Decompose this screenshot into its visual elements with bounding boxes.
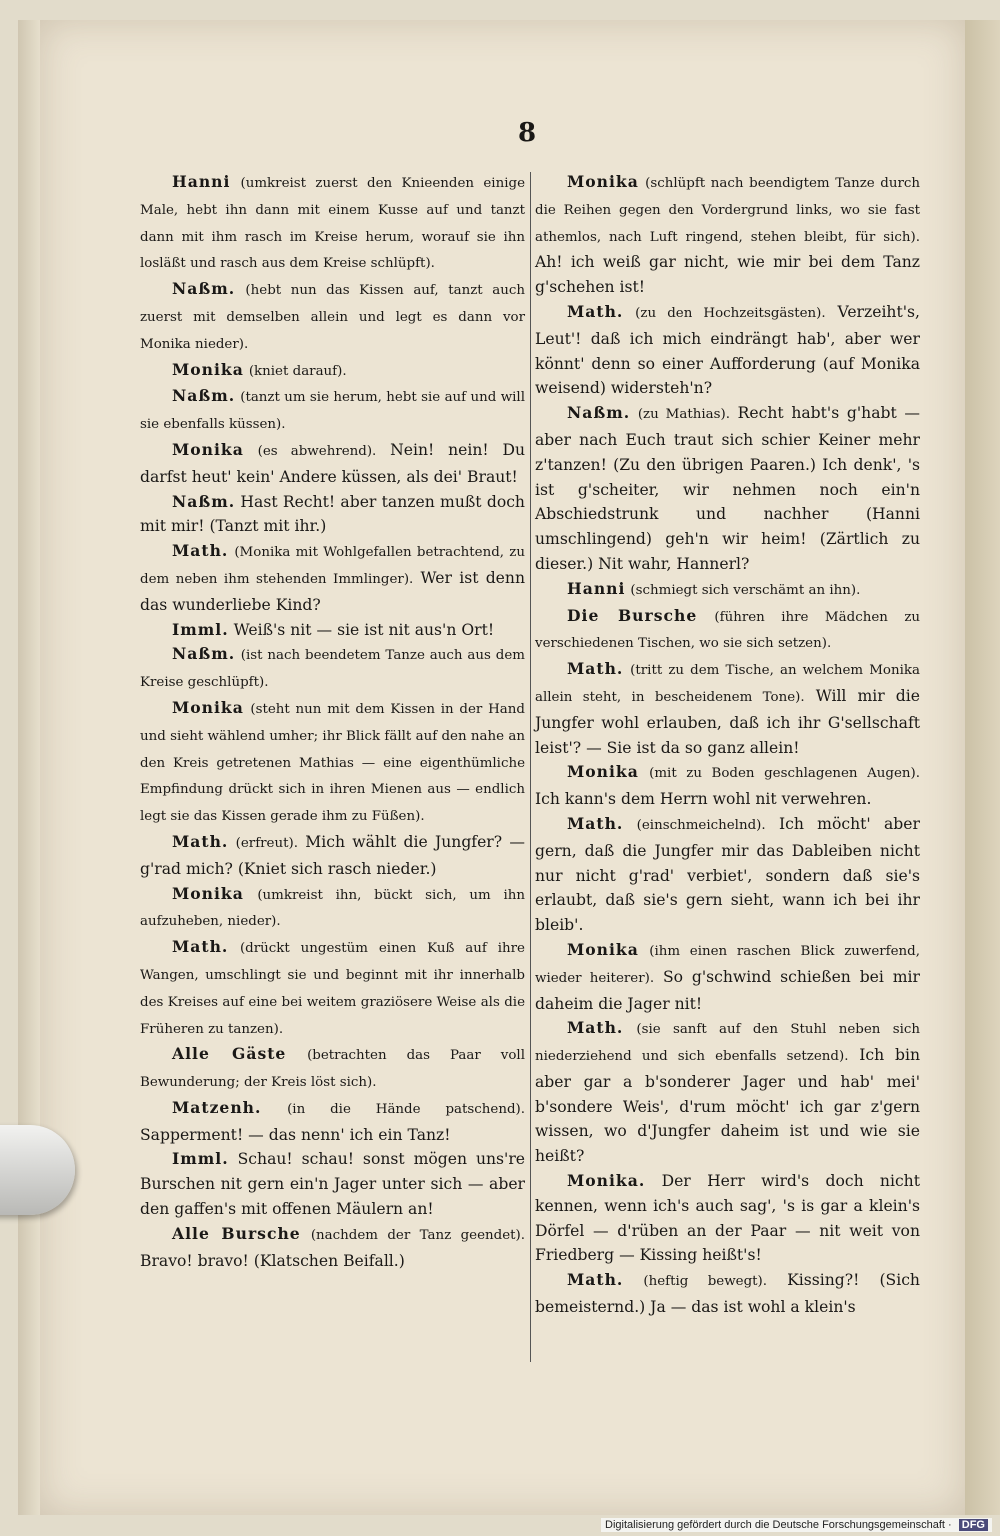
speaker-name: Monika bbox=[567, 172, 639, 191]
speaker-name: Imml. bbox=[172, 619, 229, 639]
right-column bbox=[535, 170, 920, 1320]
speaker-name: Alle Gäste bbox=[172, 1044, 287, 1064]
speaker-name: Naßm. bbox=[172, 644, 236, 664]
dialogue-paragraph bbox=[535, 812, 920, 938]
dialogue-paragraph bbox=[535, 657, 920, 760]
stage-direction: (schlüpft nach beendigtem Tanze durch die Reihen gegen den Vordergrund links, wo sie fast athemlos, nach Luft ringend, stehen bleibt, für sich). bbox=[535, 176, 920, 245]
dialogue-text: Hast Recht! aber tanzen mußt doch mit mir! (Tanzt mit ihr.) bbox=[140, 492, 525, 536]
speaker-name: Math. bbox=[567, 1018, 624, 1038]
dialogue-paragraph bbox=[140, 618, 525, 643]
dialogue-text: Weiß's nit — sie ist nit aus'n Ort! bbox=[233, 620, 495, 639]
stage-direction: (tanzt um sie herum, hebt sie auf und will sie ebenfalls küssen). bbox=[140, 390, 525, 433]
stage-direction: (in die Hände patschend). bbox=[287, 1101, 525, 1117]
speaker-name: Naßm. bbox=[172, 386, 236, 406]
dialogue-text: Bravo! bravo! (Klatschen Beifall.) bbox=[140, 1251, 405, 1270]
speaker-name: Monika bbox=[172, 883, 244, 903]
stage-direction: (hebt nun das Kissen auf, tanzt auch zuerst mit demselben allein und legt es dann vor Monika nieder). bbox=[140, 283, 525, 352]
speaker-name: Die Bursche bbox=[567, 605, 698, 625]
speaker-name: Monika bbox=[172, 439, 244, 459]
stage-direction: (tritt zu dem Tische, an welchem Monika allein steht, in bescheidenem Tone). bbox=[535, 663, 920, 705]
dialogue-text: So g'schwind schießen bei mir daheim die Jager nit! bbox=[535, 967, 920, 1013]
speaker-name: Monika bbox=[172, 359, 244, 379]
footer-text: Digitalisierung gefördert durch die Deutsche Forschungsgemeinschaft bbox=[605, 1519, 945, 1531]
stage-direction: (ihm einen raschen Blick zuwerfend, wieder heiterer). bbox=[535, 943, 920, 986]
dialogue-text: Wer ist denn das wunderliebe Kind? bbox=[140, 568, 525, 614]
dialogue-text: Ich bin aber gar a b'sonderer Jager und hab' mei' b'sondere Weis', d'rum möcht' ich gar z'gern wissen, wo d'Jungfer daheim ist und wie sie heißt? bbox=[535, 1046, 920, 1166]
speaker-name: Imml. bbox=[172, 1149, 229, 1169]
dialogue-paragraph bbox=[140, 882, 525, 936]
dialogue-text: Verzeiht's, Leut'! daß ich mich eindrängt hab', aber wer könnt' denn so einer Aufforderung (auf Monika weisend) widersteh'n? bbox=[535, 302, 920, 398]
dialogue-paragraph bbox=[140, 830, 525, 882]
stage-direction: (nachdem der Tanz geendet). bbox=[310, 1227, 525, 1243]
dialogue-paragraph bbox=[535, 1016, 920, 1169]
stage-direction: (zu Mathias). bbox=[637, 407, 730, 423]
speaker-name: Math. bbox=[567, 1270, 624, 1290]
stage-direction: (schmiegt sich verschämt an ihn). bbox=[630, 582, 861, 598]
speaker-name: Monika. bbox=[567, 1171, 646, 1191]
speaker-name: Math. bbox=[567, 659, 624, 679]
speaker-name: Math. bbox=[567, 813, 624, 833]
stage-direction: (Monika mit Wohlgefallen betrachtend, zu dem neben ihm stehenden Immlinger). bbox=[140, 545, 525, 587]
page-right-edge bbox=[965, 20, 1000, 1515]
dialogue-paragraph bbox=[140, 438, 525, 490]
speaker-name: Naßm. bbox=[172, 279, 236, 299]
dialogue-paragraph bbox=[535, 577, 920, 604]
dialogue-text: Recht habt's g'habt — aber nach Euch traut sich schier Keiner mehr z'tanzen! (Zu den übrigen Paaren.) Ich denk', 's ist g'scheiter, wir nehmen noch ein'n Abschiedstrunk und nachher (Hanni umschlingend) geh'n wir heim! (Zärtlich zu dieser.) Nit wahr, Hannerl? bbox=[535, 404, 920, 573]
dialogue-paragraph bbox=[535, 760, 920, 812]
dialogue-paragraph bbox=[140, 696, 525, 830]
dialogue-paragraph bbox=[535, 1169, 920, 1268]
stage-direction: (umkreist ihn, bückt sich, um ihn aufzuheben, nieder). bbox=[140, 887, 525, 930]
stage-direction: (zu den Hochzeitsgästen). bbox=[635, 305, 826, 321]
dialogue-paragraph bbox=[140, 642, 525, 696]
speaker-name: Hanni bbox=[172, 172, 231, 191]
footer-credit: Digitalisierung gefördert durch die Deutsche Forschungsgemeinschaft · DFG bbox=[601, 1518, 992, 1532]
stage-direction: (steht nun mit dem Kissen in der Hand und sieht wählend umher; ihr Blick fällt auf den nahe an den Kreis getretenen Mathias — eine eigenthümliche Empfindung drückt sich in ihren Mienen aus — endlich legt sie das Kissen gerade ihm zu Füßen). bbox=[140, 701, 525, 825]
page-left-edge bbox=[18, 20, 40, 1515]
stage-direction: (ist nach beendetem Tanze auch aus dem Kreise geschlüpft). bbox=[140, 648, 525, 691]
speaker-name: Hanni bbox=[567, 578, 626, 598]
dialogue-paragraph bbox=[140, 1147, 525, 1221]
dialogue-paragraph bbox=[140, 277, 525, 357]
page-number: 8 bbox=[518, 118, 537, 148]
dialogue-paragraph bbox=[535, 300, 920, 401]
dialogue-paragraph bbox=[140, 1042, 525, 1096]
dialogue-text: Ich kann's dem Herrn wohl nit verwehren. bbox=[535, 790, 872, 809]
dialogue-paragraph bbox=[140, 170, 525, 277]
dialogue-text: Will mir die Jungfer wohl erlauben, daß ich ihr G'sellschaft leist'? — Sie ist da so ganz allein! bbox=[535, 686, 920, 757]
dialogue-text: Kissing?! (Sich bemeisternd.) Ja — das ist wohl a klein's bbox=[535, 1271, 920, 1317]
speaker-name: Alle Bursche bbox=[172, 1223, 301, 1243]
stage-direction: (es abwehrend). bbox=[257, 443, 377, 459]
dialogue-paragraph bbox=[535, 1268, 920, 1320]
dialogue-paragraph bbox=[140, 358, 525, 385]
speaker-name: Math. bbox=[567, 301, 624, 321]
dialogue-text: Sapperment! — das nenn' ich ein Tanz! bbox=[140, 1125, 451, 1144]
stage-direction: (umkreist zuerst den Knieenden einige Male, hebt ihn dann mit einem Kusse auf und tanzt dann mit ihm rasch im Kreise herum, worauf sie ihn losläßt und rasch aus dem Kreise schlüpft). bbox=[140, 176, 525, 272]
speaker-name: Matzenh. bbox=[172, 1097, 262, 1117]
stage-direction: (betrachten das Paar voll Bewunderung; der Kreis löst sich). bbox=[140, 1048, 525, 1091]
stage-direction: (erfreut). bbox=[235, 835, 298, 851]
dialogue-paragraph bbox=[535, 604, 920, 658]
speaker-name: Monika bbox=[567, 762, 639, 782]
dfg-logo: DFG bbox=[959, 1519, 988, 1531]
speaker-name: Monika bbox=[567, 939, 639, 959]
dialogue-text: Mich wählt die Jungfer? — g'rad mich? (Kniet sich rasch nieder.) bbox=[140, 832, 525, 878]
stage-direction: (sie sanft auf den Stuhl neben sich niederziehend und sich ebenfalls setzend). bbox=[535, 1022, 920, 1065]
dialogue-paragraph bbox=[140, 1222, 525, 1274]
speaker-name: Naßm. bbox=[567, 403, 631, 423]
left-column bbox=[140, 170, 525, 1273]
stage-direction: (drückt ungestüm einen Kuß auf ihre Wangen, umschlingt sie und beginnt mit ihr innerhalb des Kreises auf eine bei weitem graziösere Weise als die Früheren zu tanzen). bbox=[140, 941, 525, 1037]
dialogue-text: Ich möcht' aber gern, daß die Jungfer mir das Dableiben nicht nur nicht g'rad' verbiet', sondern daß sie's erlaubt, daß sie's gern sieht, wann ich bei ihr bleib'. bbox=[535, 814, 920, 935]
speaker-name: Naßm. bbox=[172, 491, 236, 511]
dialogue-paragraph bbox=[140, 490, 525, 540]
stage-direction: (heftig bewegt). bbox=[643, 1274, 768, 1290]
dialogue-paragraph bbox=[535, 401, 920, 577]
speaker-name: Math. bbox=[172, 831, 229, 851]
dialogue-paragraph bbox=[140, 384, 525, 438]
column-divider bbox=[530, 172, 531, 1362]
speaker-name: Math. bbox=[172, 937, 229, 957]
dialogue-paragraph bbox=[535, 938, 920, 1016]
dialogue-text: Nein! nein! Du darfst heut' kein' Andere küssen, als dei' Braut! bbox=[140, 440, 525, 486]
stage-direction: (mit zu Boden geschlagenen Augen). bbox=[649, 766, 920, 782]
stage-direction: (führen ihre Mädchen zu verschiedenen Tischen, wo sie sich setzen). bbox=[535, 609, 921, 652]
stage-direction: (kniet darauf). bbox=[248, 363, 347, 379]
dialogue-paragraph bbox=[140, 935, 525, 1042]
dialogue-paragraph bbox=[140, 539, 525, 617]
dialogue-paragraph bbox=[535, 170, 920, 300]
dialogue-text: Schau! schau! sonst mögen uns're Burschen nit gern ein'n Jager unter sich — aber den gaffen's mit offenen Mäulern an! bbox=[140, 1150, 526, 1219]
dialogue-text: Der Herr wird's doch nicht kennen, wenn ich's auch sag', 's is gar a klein's Dörfel — d'rüben an der Paar — nit weit von Friedberg — Kissing heißt's! bbox=[535, 1172, 920, 1265]
dialogue-text: Ah! ich weiß gar nicht, wie mir bei dem Tanz g'schehen ist! bbox=[535, 253, 920, 297]
stage-direction: (einschmeichelnd). bbox=[636, 817, 766, 833]
dialogue-paragraph bbox=[140, 1096, 525, 1148]
speaker-name: Math. bbox=[172, 541, 229, 561]
speaker-name: Monika bbox=[172, 697, 244, 717]
